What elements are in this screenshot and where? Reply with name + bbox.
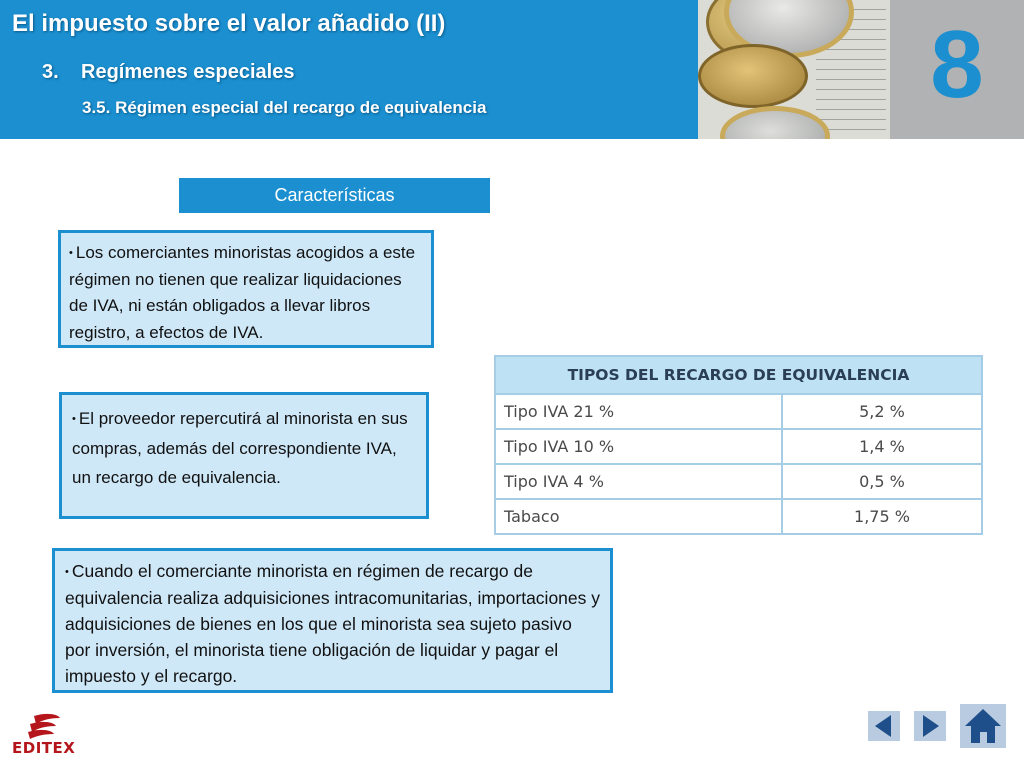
rate-value: 1,75 %: [782, 499, 982, 534]
previous-button[interactable]: [868, 711, 900, 741]
table-row: [495, 464, 982, 499]
table-title: TIPOS DEL RECARGO DE EQUIVALENCIA: [495, 356, 982, 394]
rate-value: 1,4 %: [782, 429, 982, 464]
characteristics-heading: Características: [179, 178, 490, 213]
bullet-icon: •: [69, 247, 73, 260]
info-text: Cuando el comerciante minorista en régimen de recargo de equivalencia realiza adquisiciones intracomunitarias, importaciones y adquisiciones de bienes en los que el minorista sea sujeto pasivo por inversión, el minorista tiene obligación de liquidar y pagar el impuesto y el recargo.: [65, 561, 600, 687]
table-row: [495, 499, 982, 534]
section-heading: [42, 61, 294, 84]
table-header-row: [495, 356, 982, 394]
info-box: [59, 392, 429, 519]
rate-label: Tabaco: [495, 499, 782, 534]
page-title: El impuesto sobre el valor añadido (II): [12, 10, 446, 37]
rate-value: 0,5 %: [782, 464, 982, 499]
coin-decoration: [720, 106, 830, 139]
info-text: Los comerciantes minoristas acogidos a este régimen no tienen que realizar liquidaciones de IVA, ni están obligados a llevar libros registro, a efectos de IVA.: [69, 243, 416, 342]
chapter-badge: [890, 0, 1024, 139]
rates-table: [494, 355, 983, 535]
table-row: [495, 394, 982, 429]
rate-label: Tipo IVA 4 %: [495, 464, 782, 499]
subsection-heading: 3.5. Régimen especial del recargo de equivalencia: [82, 98, 487, 117]
info-box: [58, 230, 434, 348]
table-row: [495, 429, 982, 464]
editex-logo-text: EDITEX: [12, 739, 76, 757]
home-icon: [960, 704, 1006, 748]
bullet-icon: •: [65, 566, 69, 579]
rate-label: Tipo IVA 21 %: [495, 394, 782, 429]
info-box: [52, 548, 613, 693]
triangle-left-icon: [868, 711, 900, 741]
section-label: Regímenes especiales: [81, 61, 295, 83]
triangle-right-icon: [914, 711, 946, 741]
next-button[interactable]: [914, 711, 946, 741]
chapter-number: 8: [930, 11, 984, 118]
rate-value: 5,2 %: [782, 394, 982, 429]
section-number: 3.: [42, 61, 59, 83]
coin-decoration: [698, 44, 808, 108]
coins-photo: [698, 0, 890, 139]
bullet-icon: •: [72, 413, 76, 426]
info-text: El proveedor repercutirá al minorista en sus compras, además del correspondiente IVA, un recargo de equivalencia.: [72, 409, 408, 488]
rate-label: Tipo IVA 10 %: [495, 429, 782, 464]
home-button[interactable]: [960, 704, 1006, 748]
